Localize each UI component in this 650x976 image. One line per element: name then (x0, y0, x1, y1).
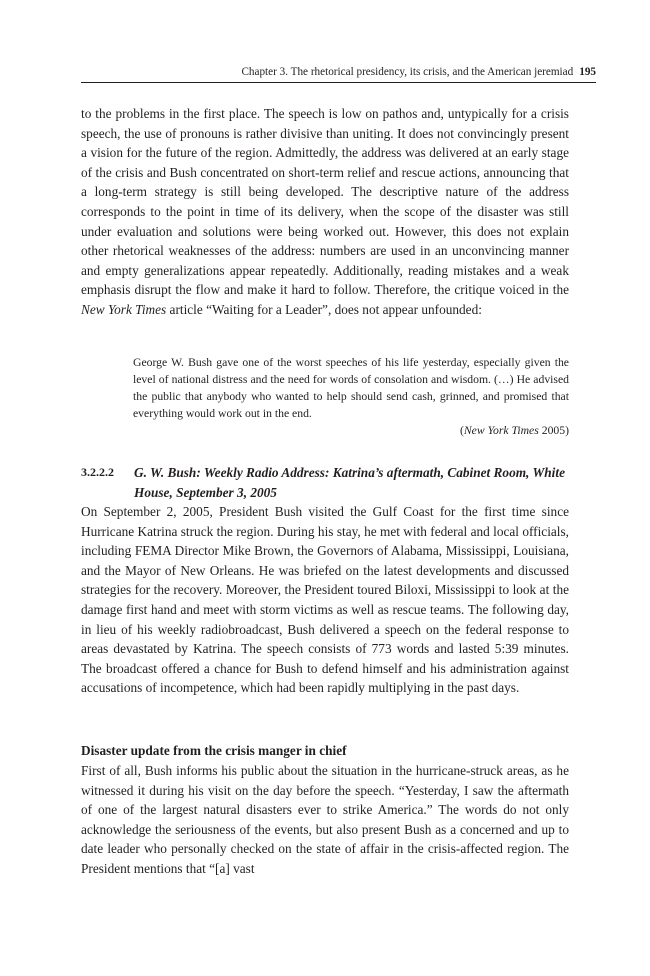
section-title: G. W. Bush: Weekly Radio Address: Katrina’s aftermath, Cabinet Room, White House, September 3, 2005 (134, 465, 565, 500)
paragraph-analysis: First of all, Bush informs his public about the situation in the hurricane-struck areas, as he witnessed it during his visit on the day before the speech. “Yesterday, I saw the aftermath of one of the largest natural disasters ever to strike America.” The words do not only acknowledge the seriousness of the events, but also present Bush as a concerned and up to date leader who personally checked on the state of affair in the crisis-affected region. The President mentions that “[a] vast (81, 763, 569, 876)
block-quote-text: George W. Bush gave one of the worst speeches of his life yesterday, especially given the level of national distress and the need for words of consolation and wisdom. (…) He advised the public that anybody who wanted to help should send cash, grinned, and promised that everything would work out in the end. (133, 356, 569, 421)
running-head-title: Chapter 3. The rhetorical presidency, its crisis, and the American jeremiad (241, 66, 574, 78)
paragraph-critique-text: to the problems in the first place. The speech is low on pathos and, untypically for a crisis speech, the use of pronouns is rather divisive than uniting. It does not convincingly present a vision for the future of the region. Admittedly, the address was delivered at an early stage of the crisis and Bush concentrated on short-term relief and rescue actions, announcing that a long-term strategy is still being developed. The descriptive nature of the address corresponds to the point in time of its delivery, when the scope of the disaster was still under evaluation and solutions were being worked out. However, this does not explain other rhetorical weaknesses of the address: numbers are used in an unconvincing manner and empty generalizations appear repeatedly. Additionally, reading mistakes and a weak emphasis disrupt the flow and make it hard to follow. Therefore, the critique voiced in the (81, 106, 569, 298)
section-number: 3.2.2.2 (81, 465, 114, 479)
paragraph-critique (81, 104, 569, 320)
section-heading (81, 463, 569, 502)
block-quote (133, 354, 569, 439)
newspaper-title: New York Times (81, 301, 167, 317)
quote-source-title: New York Times (463, 424, 539, 438)
quote-source (133, 422, 569, 439)
subheading: Disaster update from the crisis manger in chief (81, 743, 347, 758)
quote-source-open: ( (459, 424, 464, 438)
quote-source-year: 2005) (538, 424, 569, 438)
paragraph-context: On September 2, 2005, President Bush visited the Gulf Coast for the first time since Hurricane Katrina struck the region. During his stay, he met with federal and local officials, including FEMA Director Mike Brown, the Governors of Alabama, Mississippi, Louisiana, and the Mayor of New Orleans. He was briefed on the latest developments and discussed strategies for the recovery. Moreover, the President toured Biloxi, Mississippi to look at the damage first hand and meet with storm victims as well as rescue teams. The following day, in lieu of his weekly radiobroadcast, Bush delivered a speech on the federal response to areas devastated by Katrina. The speech consists of 773 words and lasted 5:39 minutes. The broadcast offered a chance for Bush to defend himself and his administration against accusations of incompetence, which had been rapidly multiplying in the past days. (81, 504, 569, 696)
running-head (81, 64, 596, 83)
page-number: 195 (579, 66, 596, 78)
paragraph-critique-end: article “Waiting for a Leader”, does not appear unfounded: (166, 301, 482, 317)
